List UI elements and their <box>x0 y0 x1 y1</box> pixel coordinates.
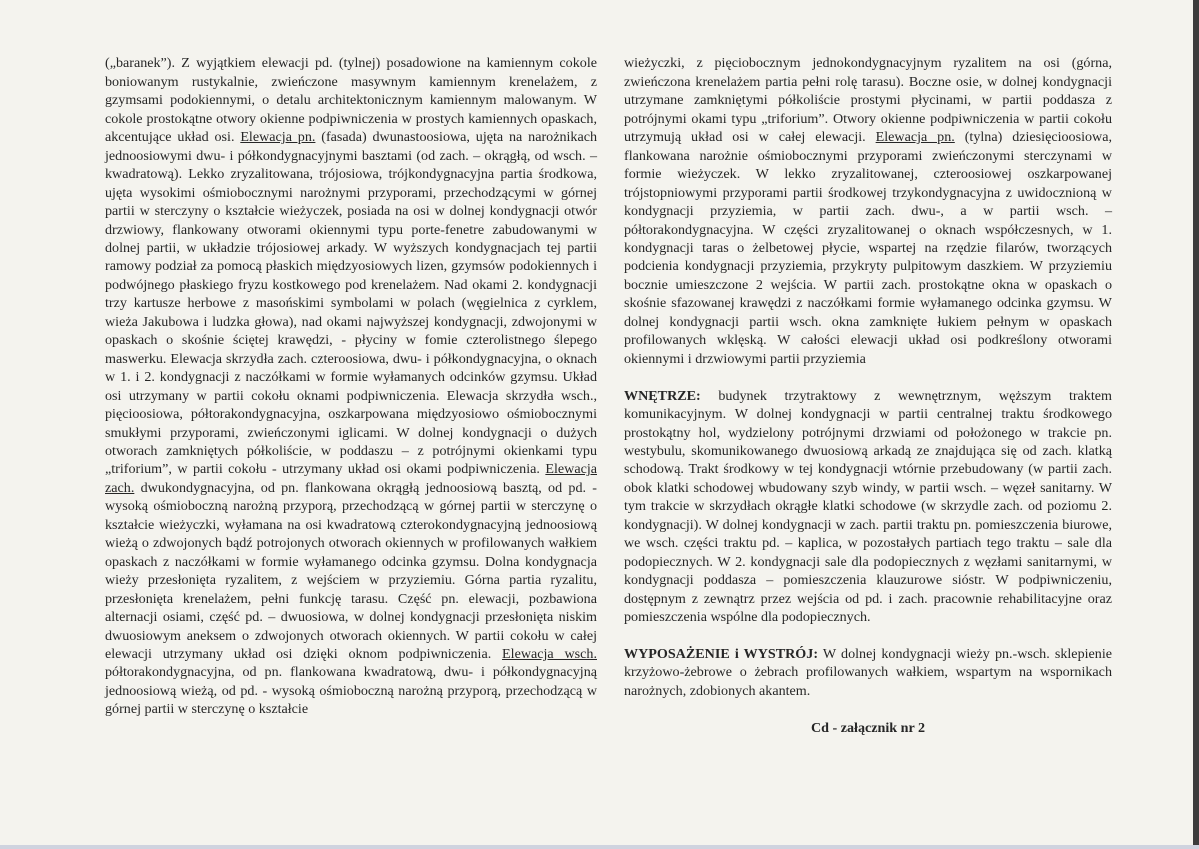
elewacja-pn-tylna-heading: Elewacja pn. <box>875 129 955 146</box>
continuation-note: Cd - załącznik nr 2 <box>810 719 926 736</box>
left-text-3: dwukondygnacyjna, od pn. flankowana okrągłą jednoosiową basztą, od pd. - wysoką ośmioboczną narożną przyporą, przechodzącą w górnej partii w sterczynę o kształcie wieżyczki, wyłamana na osi kwadratową czterokondygnacyjną jednoosiową wieżą o zdwojonych bądź potrojonych otworach okiennych w profilowanych wałkiem opaskach z naczółkami w formie wyłamanego odcinka gzymsu. Dolna kondygnacja wieży przesłonięta ryzalitem, z wejściem w przyziemiu. Górna partia ryzalitu, przesłonięta krenelażem, pełni funkcję tarasu. Część pn. elewacji, pozbawiona alternacji osiami, część pd. – dwuosiowa, w dolnej kondygnacji przesłonięta niskim dwuosiowym aneksem o zdwojonych otworach okiennych. W partii cokołu w całej elewacji utrzymany układ osi dzięki oknom podpiwniczenia. <box>105 479 597 662</box>
elewacja-zach-heading: Elewacja zach. <box>105 461 597 496</box>
wnetrze-text: budynek trzytraktowy z wewnętrznym, węższym traktem komunikacyjnym. W dolnej kondygnacji w partii centralnej traktu środkowego prostokątny hol, wydzielony potrójnymi drzwiami od położonego w trakcie pn. westybulu, skomunikowanego dwuosiową arkadą ze znajdująca się od zach. klatką schodową. Trakt środkowy w tej kondygnacji wtórnie przebudowany (w partii zach. obok klatki schodowej wbudowany szyb windy, w partii wsch. – węzeł sanitarny. W tym trakcie w skrzydłach okrągłe klatki schodowe (w skrzydle zach. od poziomu 2. kondygnacji). W dolnej kondygnacji w zach. partii traktu pn. pomieszczenia biurowe, we wsch. części traktu pd. – kaplica, w pozostałych partiach tego traktu – sale dla podopiecznych. W 2. kondygnacji sale dla podopiecznych z węzłami sanitarnymi, w kondygnacji poddasza – pomieszczenia klauzurowe sióstr. W podpiwniczeniu, dostępnym z zewnątrz przez wejścia od pd. i zach. pracownie rehabilitacyjne oraz pomieszczenia wspólne dla podopiecznych. <box>624 387 1112 626</box>
right-paragraph-elevations <box>624 54 1112 368</box>
wnetrze-label: WNĘTRZE: <box>624 387 701 404</box>
wyposazenie-label: WYPOSAŻENIE i WYSTRÓJ: <box>624 645 819 662</box>
furnishing-paragraph <box>624 645 1112 700</box>
left-text-4: półtorakondygnacyjna, od pn. flankowana kwadratową, dwu- i półkondygnacyjną jednoosiową wieżą, od pd. - wysoką ośmioboczną narożną przyporą, przechodzącą w górnej partii w sterczynę o kształcie <box>105 664 597 718</box>
left-text-1: („baranek”). Z wyjątkiem elewacji pd. (tylnej) posadowione na kamiennym cokole boniowanym rustykalnie, zwieńczone masywnym kamiennym krenelażem, z gzymsami podokiennymi, o detalu architektonicznym kamiennym malowanym. W cokole prostokątne otwory okienne podpiwniczenia w prostych kamiennych opaskach, akcentujące układ osi. <box>105 55 597 146</box>
wyposazenie-text: W dolnej kondygnacji wieży pn.-wsch. sklepienie krzyżowo-żebrowe o żebrach profilowanych wałkiem, wspartym na wspornikach narożnych, zdobionych akantem. <box>624 645 1112 699</box>
right-text-2: (tylna) dziesięcioosiowa, flankowana narożnie ośmiobocznymi przyporami zwieńczonymi sterczynami w formie wieżyczek. W lekko zryzalitowanej, czteroosiowej oszkarpowanej trójstopniowymi przyporami partii środkowej trzykondygnacyjna z uwidocznioną w kondygnacji przyziemia, w partii zach. dwu-, a w partii wsch. – półtorakondygnacyjna. W części zryzalitowanej o oknach współczesnych, w 1. kondygnacji taras o żelbetowej płycie, wspartej na rzędzie filarów, tworzących podcienia kondygnacji przyziemia, przykryty pulpitowym daszkiem. W przyziemiu bocznie umieszczone 2 wejścia. W partii zach. prostokątne okna w opaskach o skośnie sfazowanej krawędzi z naczółkami formie wyłamanego odcinka gzymsu. W dolnej kondygnacji partii wsch. okna zamknięte łukiem pełnym w opaskach profilowanych wklęską. W całości elewacji układ osi podkreślony otworami okiennymi i drzwiowymi partii przyziemia <box>624 129 1112 367</box>
elewacja-wsch-heading: Elewacja wsch. <box>502 645 597 662</box>
right-text-1: wieżyczki, z pięciobocznym jednokondygnacyjnym ryzalitem na osi (górna, zwieńczona krenelażem partia pełni rolę tarasu). Boczne osie, w dolnej kondygnacji utrzymane zamkniętymi półkoliście prostymi płycinami, w partii poddasza z potrójnymi okami typu „triforium”. Otwory okienne podpiwniczenia w partii cokołu utrzymują układ osi w całej elewacji. <box>624 55 1112 146</box>
scan-edge-bottom <box>0 845 1199 849</box>
left-text-2: (fasada) dwunastoosiowa, ujęta na narożnikach jednoosiowymi dwu- i półkondygnacyjnymi basztami (od zach. – okrągłą, od wsch. – kwadratową). Lekko zryzalitowana, trójosiowa, trójkondygnacyjna partia środkowa, ujęta wysokimi ośmiobocznymi narożnymi przyporami, przechodzącymi w górnej partii w sterczyny o kształcie wieżyczek, posiada na osi w dolnej kondygnacji otwór drzwiowy, flankowany otworami okiennymi typu porte-fenetre zabudowanymi w dolnej partii, w układzie trójosiowej arkady. W wyższych kondygnacjach tej partii ramowy podział za pomocą płaskich międzyosiowych lizen, gzymsów podokiennych i podwójnego płaskiego fryzu kostkowego pod krenelażem. Nad okami 2. kondygnacji trzy kartusze herbowe z masońskimi symbolami w polach (węgielnica z cyrklem, wieża Jakubowa i ludzka głowa), nad okami najwyższej kondygnacji, zdwojonymi w opaskach o skośnie ściętej krawędzi, - płyciny w fomie czterolistnego ślepego maswerku. Elewacja skrzydła zach. czteroosiowa, dwu- i półkondygnacyjna, o oknach w 1. i 2. kondygnacji z naczółkami w formie wyłamanych odcinków gzymsu. Układ osi utrzymany w partii cokołu oknami podpiwniczenia. Elewacja skrzydła wsch., pięcioosiowa, półtorakondygnacyjna, oszkarpowana międzyosiowo ośmiobocznymi smukłymi przyporami, zwieńczonymi iglicami. W dolnej kondygnacji o dużych otworach zamkniętych półkoliście, w poddaszu – z potrójnymi okienkami typu „triforium”, w partii cokołu - utrzymany układ osi okami podpiwniczenia. <box>105 129 598 478</box>
interior-paragraph <box>624 387 1112 627</box>
left-column <box>105 36 597 737</box>
left-paragraph <box>105 54 597 718</box>
right-column <box>624 36 1112 756</box>
elewacja-pn-heading: Elewacja pn. <box>240 129 316 146</box>
scan-edge-right <box>1193 0 1199 849</box>
